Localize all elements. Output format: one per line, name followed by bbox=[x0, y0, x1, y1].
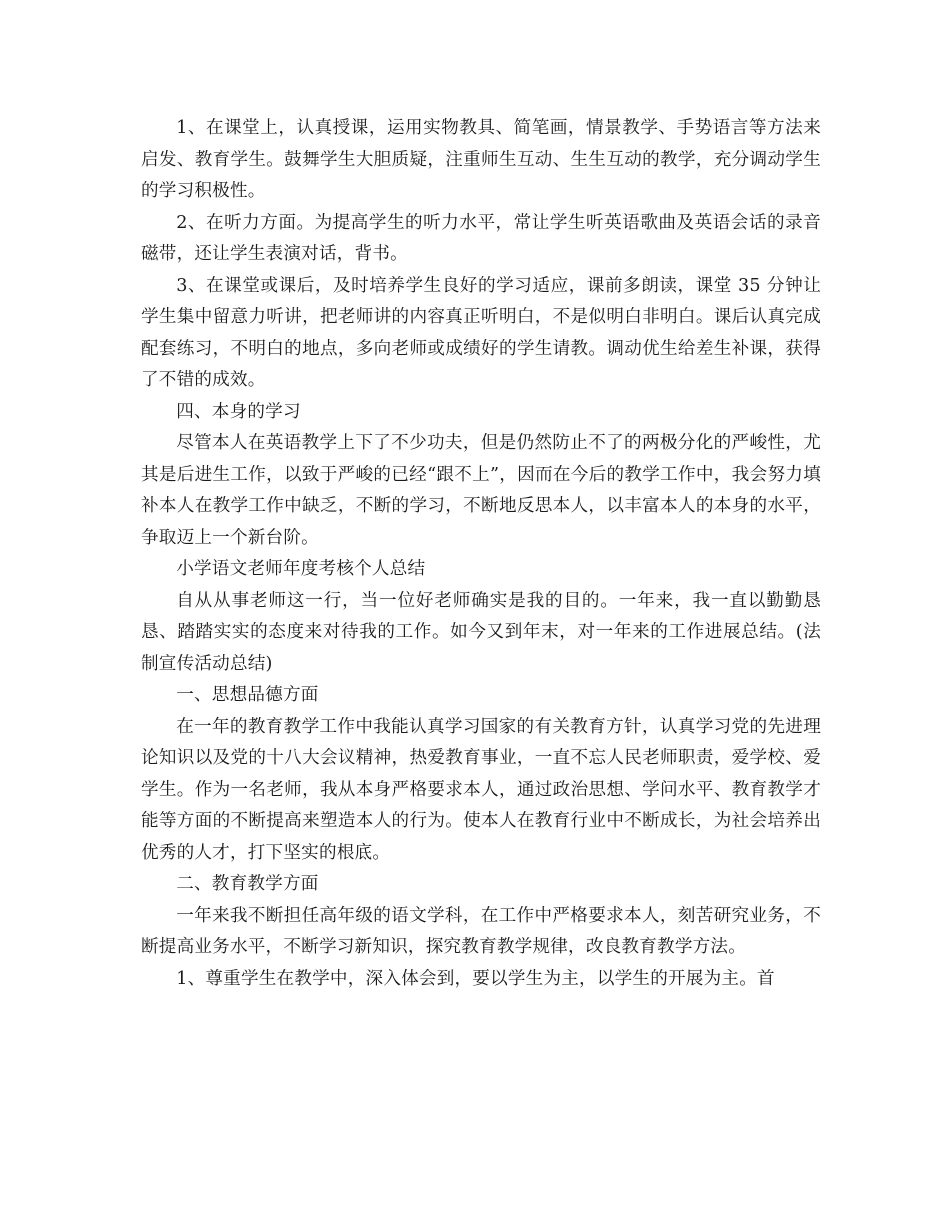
paragraph-intro: 自从从事老师这一行，当一位好老师确实是我的目的。一年来，我一直以勤勤恳恳、踏踏实实的态度来对待我的工作。如今又到年末，对一年来的工作进展总结。(法制宣传活动总结) bbox=[141, 590, 821, 674]
paragraph-listening: 2、在听力方面。为提高学生的听力水平，常让学生听英语歌曲及英语会话的录音磁带，还让学生表演对话，背书。 bbox=[141, 212, 821, 264]
paragraph-self-study: 尽管本人在英语教学上下了不少功夫，但是仍然防止不了的两极分化的严峻性，尤其是后进生工作，以致于严峻的已经“跟不上”，因而在今后的教学工作中，我会努力填补本人在教学工作中缺乏，不断的学习，不断地反思本人，以丰富本人的本身的水平，争取迈上一个新台阶。 bbox=[141, 433, 821, 548]
paragraph-respect-students: 1、尊重学生在教学中，深入体会到，要以学生为主，以学生的开展为主。首 bbox=[176, 968, 775, 989]
heading-teaching: 二、教育教学方面 bbox=[176, 874, 319, 894]
paragraph-teaching: 一年来我不断担任高年级的语文学科，在工作中严格要求本人，刻苦研究业务，不断提高业务水平，不断学习新知识，探究教育教学规律，改良教育教学方法。 bbox=[141, 905, 821, 957]
heading-annual-summary: 小学语文老师年度考核个人总结 bbox=[176, 559, 426, 579]
paragraph-classroom-teaching: 1、在课堂上，认真授课，运用实物教具、简笔画，情景教学、手势语言等方法来启发、教育学生。鼓舞学生大胆质疑，注重师生互动、生生互动的教学，充分调动学生的学习积极性。 bbox=[141, 118, 821, 201]
paragraph-study-habits: 3、在课堂或课后，及时培养学生良好的学习适应，课前多朗读，课堂 35 分钟让学生集中留意力听讲，把老师讲的内容真正听明白，不是似明白非明白。课后认真完成配套练习，不明白的地点，多向老师或成绩好的学生请教。调动优生给差生补课，获得了不错的成效。 bbox=[141, 275, 821, 390]
heading-self-study: 四、本身的学习 bbox=[176, 401, 301, 422]
paragraph-ideology: 在一年的教育教学工作中我能认真学习国家的有关教育方针，认真学习党的先进理论知识以及党的十八大会议精神，热爱教育事业，一直不忘人民老师职责，爱学校、爱学生。作为一名老师，我从本身严格要求本人，通过政治思想、学问水平、教育教学才能等方面的不断提高来塑造本人的行为。使本人在教育行业中不断成长，为社会培养出优秀的人才，打下坚实的根底。 bbox=[141, 716, 821, 863]
document-body bbox=[141, 113, 821, 995]
heading-ideology: 一、思想品德方面 bbox=[176, 685, 319, 705]
